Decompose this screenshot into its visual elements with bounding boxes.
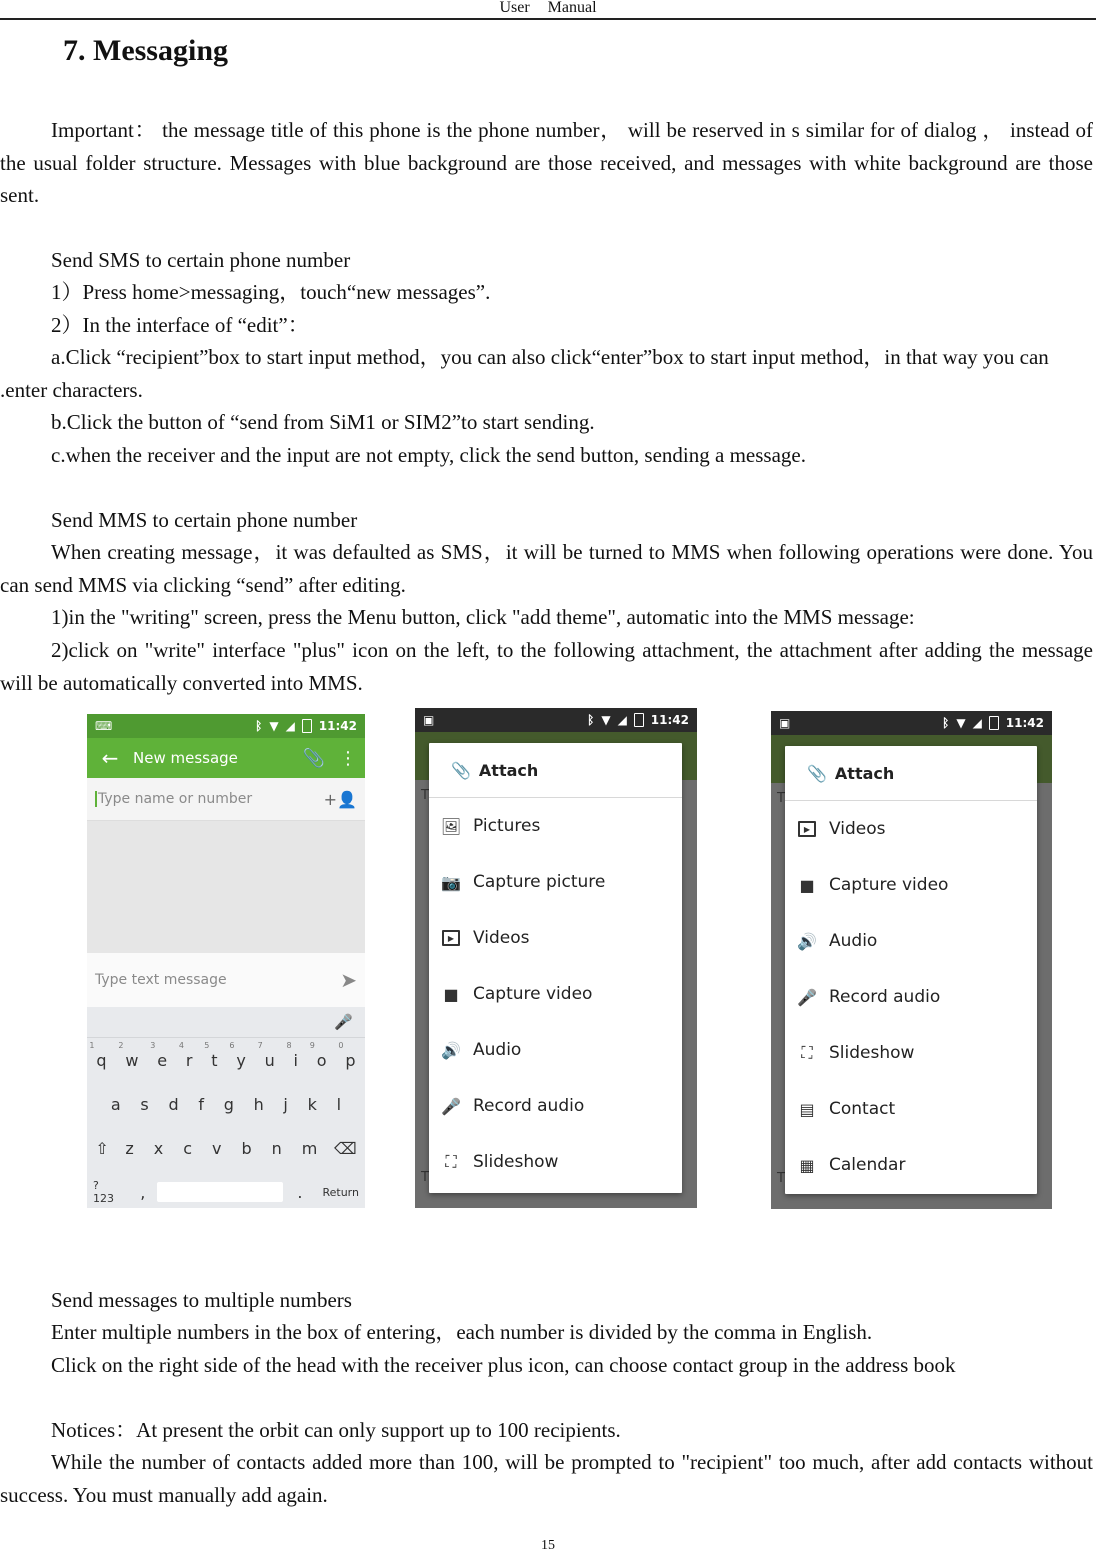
attach-menu-title: Attach — [478, 760, 539, 780]
attach-menu — [785, 746, 1037, 1194]
attach-option-label: Videos — [829, 819, 886, 839]
conversation-area — [87, 821, 365, 953]
compose-field[interactable] — [87, 953, 365, 1007]
keyboard-toolbar — [87, 1007, 365, 1038]
recipient-field[interactable] — [87, 778, 365, 821]
sms-step-b: b.Click the button of “send from SiM1 or SIM2”to start sending. — [51, 410, 595, 434]
attach-option-label: Record audio — [829, 987, 941, 1007]
key-u[interactable]: u 7 — [257, 1040, 275, 1070]
attach-option-calendar[interactable] — [785, 1137, 1037, 1193]
multi-step-1: Enter multiple numbers in the box of entering，each number is divided by the comma in English. — [51, 1320, 873, 1344]
important-paragraph: Important： the message title of this phone is the phone number， will be reserved in s similar for of dialog ， instead of the usual folder structure. Messages with blue background are those received, and messages with white background are those sent. — [0, 118, 1093, 207]
mic-icon: 🎤 — [797, 987, 817, 1007]
key-v[interactable]: v — [212, 1138, 222, 1158]
key-w[interactable]: w 2 — [118, 1040, 139, 1070]
compose-placeholder: Type text message — [95, 972, 227, 988]
mms-description: When creating message，it was defaulted as SMS，it will be turned to MMS when following operations were done. You can send MMS via clicking “send” after editing. — [0, 540, 1093, 597]
key-number-hint: 9 — [309, 1040, 315, 1050]
attach-option-contact[interactable] — [785, 1081, 1037, 1137]
key-s[interactable]: s — [140, 1094, 149, 1114]
send-icon[interactable]: ➤ — [340, 968, 357, 992]
mms-title: Send MMS to certain phone number — [51, 508, 358, 532]
key-q[interactable]: q 1 — [89, 1040, 107, 1070]
mms-step-1: 1)in the "writing" screen, press the Menu button, click "add theme", automatic into the MMS message: — [51, 605, 915, 629]
attach-option-label: Slideshow — [829, 1043, 915, 1063]
symbols-key[interactable]: ?123 — [93, 1179, 114, 1205]
sms-step-a: a.Click “recipient”box to start input method，you can also click“enter”box to start input method，in that way you can .enter characters. — [0, 345, 1049, 402]
attach-option-capture-video[interactable] — [785, 857, 1037, 913]
key-number-hint: 5 — [204, 1040, 210, 1050]
attach-option-videos[interactable] — [785, 801, 1037, 857]
dimmed-text-glyph: T — [777, 1171, 785, 1186]
key-number-hint: 1 — [89, 1040, 95, 1050]
attach-menu-items — [785, 801, 1037, 1193]
attach-option-label: Capture video — [829, 875, 949, 895]
video-icon: ▶ — [439, 927, 463, 949]
attach-option-slideshow[interactable] — [429, 1134, 682, 1190]
back-arrow-icon[interactable]: ← — [101, 746, 119, 770]
mic-icon[interactable]: 🎤 — [334, 1013, 353, 1031]
status-time: 11:42 — [318, 719, 357, 733]
attach-option-label: Pictures — [473, 816, 541, 836]
mms-step-2: 2)click on "write" interface "plus" icon on the left, to the following attachment, the attachment after adding the message will be automatically converted into MMS. — [0, 638, 1093, 695]
sms-step-c: c.when the receiver and the input are not empty, click the send button, sending a message. — [51, 443, 806, 467]
dimmed-text-glyph: T — [421, 1170, 429, 1185]
attach-option-record-audio[interactable] — [785, 969, 1037, 1025]
key-j[interactable]: j — [283, 1094, 288, 1114]
wifi-icon: ▼ — [601, 713, 611, 727]
attach-menu-header — [429, 743, 682, 798]
key-k[interactable]: k — [307, 1094, 317, 1114]
key-h[interactable]: h — [253, 1094, 264, 1114]
period-key[interactable]: . — [297, 1182, 303, 1202]
dimmed-text-glyph: T — [421, 788, 429, 803]
slideshow-icon: ⛶ — [801, 1043, 813, 1062]
attach-option-pictures[interactable] — [429, 798, 682, 854]
status-bar — [415, 708, 697, 732]
wifi-icon: ▼ — [956, 716, 966, 730]
key-r[interactable]: r 4 — [178, 1040, 193, 1070]
sms-title: Send SMS to certain phone number — [51, 248, 351, 272]
key-number-hint: 8 — [286, 1040, 292, 1050]
attach-option-capture-video[interactable] — [429, 966, 682, 1022]
notice-2: While the number of contacts added more than 100, will be prompted to "recipient" too much, after add contacts without success. You must manually add again. — [0, 1450, 1093, 1507]
keyboard-row-1 — [87, 1038, 365, 1082]
attach-icon[interactable]: 📎 — [302, 747, 326, 769]
attach-option-capture-picture[interactable] — [429, 854, 682, 910]
battery-icon — [302, 719, 312, 733]
signal-icon: ◢ — [617, 713, 627, 727]
keyboard — [87, 1007, 365, 1208]
speaker-icon: 🔊 — [797, 931, 817, 951]
speaker-icon: 🔊 — [441, 1040, 461, 1060]
key-b[interactable]: b — [241, 1138, 252, 1158]
sms-step-2: 2）In the interface of “edit”： — [51, 313, 309, 337]
signal-icon: ◢ — [972, 716, 982, 730]
attach-option-record-audio[interactable] — [429, 1078, 682, 1134]
key-l[interactable]: l — [336, 1094, 342, 1114]
attach-option-label: Audio — [829, 931, 878, 951]
key-a[interactable]: a — [110, 1094, 121, 1114]
image-notification-icon: ▣ — [423, 713, 435, 727]
notice: Notices：At present the orbit can only support up to 100 recipients. — [51, 1418, 621, 1442]
key-o[interactable]: o 9 — [309, 1040, 327, 1070]
screenshot-attach-menu-1 — [415, 708, 697, 1208]
multi-title: Send messages to multiple numbers — [51, 1288, 352, 1312]
backspace-key-icon[interactable]: ⌫ — [334, 1138, 357, 1158]
battery-icon — [634, 713, 644, 727]
return-key[interactable]: Return — [322, 1185, 359, 1199]
status-bar — [87, 714, 365, 738]
camera-icon: 📷 — [441, 872, 461, 892]
slideshow-icon: ⛶ — [445, 1152, 457, 1171]
key-number-hint: 4 — [178, 1040, 184, 1050]
mic-icon: 🎤 — [441, 1096, 461, 1116]
attach-option-audio[interactable] — [785, 913, 1037, 969]
key-t[interactable]: t 5 — [204, 1040, 218, 1070]
key-number-hint: 7 — [257, 1040, 263, 1050]
paperclip-icon: 📎 — [451, 760, 471, 780]
attach-menu — [429, 743, 682, 1193]
overflow-menu-icon[interactable]: ⋮ — [339, 747, 357, 769]
attach-option-audio[interactable] — [429, 1022, 682, 1078]
page-header — [0, 0, 1096, 20]
key-d[interactable]: d — [168, 1094, 179, 1114]
key-n[interactable]: n — [271, 1138, 282, 1158]
paperclip-icon: 📎 — [807, 763, 827, 783]
key-e[interactable]: e 3 — [150, 1040, 168, 1070]
key-i[interactable]: i 8 — [286, 1040, 298, 1070]
key-c[interactable]: c — [183, 1138, 193, 1158]
attach-option-slideshow[interactable] — [785, 1025, 1037, 1081]
header-text: User Manual — [499, 0, 597, 16]
recipient-placeholder: Type name or number — [98, 791, 253, 807]
sms-step-1: 1）Press home>messaging，touch“new messages”. — [51, 280, 491, 304]
attach-option-label: Contact — [829, 1099, 896, 1119]
app-bar-title: New message — [133, 749, 238, 767]
attach-menu-header — [785, 746, 1037, 801]
text-cursor — [95, 791, 97, 807]
attach-menu-items — [429, 798, 682, 1190]
key-f[interactable]: f — [198, 1094, 204, 1114]
key-g[interactable]: g — [223, 1094, 234, 1114]
battery-icon — [989, 716, 999, 730]
image-notification-icon: ▣ — [779, 716, 791, 730]
screenshot-attach-menu-2 — [771, 711, 1052, 1209]
attach-menu-title: Attach — [834, 763, 895, 783]
video-icon: ▶ — [795, 818, 819, 840]
dimmed-text-glyph: T — [777, 791, 785, 806]
screenshot-new-message — [87, 714, 365, 1208]
wifi-icon: ▼ — [269, 719, 279, 733]
bluetooth-icon: ᛒ — [942, 716, 950, 730]
key-y[interactable]: y 6 — [229, 1040, 246, 1070]
status-time: 11:42 — [1005, 716, 1044, 730]
attach-option-label: Capture video — [473, 984, 593, 1004]
attach-option-label: Capture picture — [473, 872, 606, 892]
multi-step-2: Click on the right side of the head with the receiver plus icon, can choose contact group in the address book — [51, 1353, 956, 1377]
key-p[interactable]: p 0 — [338, 1040, 356, 1070]
keyboard-icon: ⌨ — [95, 719, 113, 733]
app-bar — [87, 738, 365, 778]
attach-option-label: Videos — [473, 928, 530, 948]
videocam-icon: ■ — [799, 875, 815, 895]
bluetooth-icon: ᛒ — [587, 713, 595, 727]
key-number-hint: 0 — [338, 1040, 344, 1050]
keyboard-row-3 — [87, 1126, 365, 1170]
key-x[interactable]: x — [153, 1138, 164, 1158]
signal-icon: ◢ — [285, 719, 295, 733]
attach-option-label: Audio — [473, 1040, 522, 1060]
calendar-icon: ▦ — [799, 1155, 815, 1175]
contact-icon: ▤ — [799, 1099, 815, 1119]
add-contact-icon[interactable]: +👤 — [323, 789, 357, 809]
status-time: 11:42 — [650, 713, 689, 727]
keyboard-row-4 — [87, 1170, 365, 1208]
key-m[interactable]: m — [301, 1138, 318, 1158]
key-z[interactable]: z — [125, 1138, 134, 1158]
attach-option-label: Slideshow — [473, 1152, 559, 1172]
section-title: 7. Messaging — [63, 34, 228, 67]
attach-option-videos[interactable] — [429, 910, 682, 966]
comma-key[interactable]: , — [140, 1182, 146, 1202]
key-number-hint: 3 — [150, 1040, 156, 1050]
key-number-hint: 2 — [118, 1040, 124, 1050]
key-number-hint: 6 — [229, 1040, 235, 1050]
letter-keys-row-3 — [125, 1139, 317, 1158]
keyboard-row-2 — [87, 1082, 365, 1126]
shift-key-icon[interactable]: ⇧ — [95, 1138, 109, 1158]
space-key[interactable] — [157, 1182, 283, 1202]
image-icon: 🖼 — [440, 816, 462, 836]
bluetooth-icon: ᛒ — [255, 719, 263, 733]
page-number: 15 — [541, 1538, 555, 1553]
attach-option-label: Calendar — [829, 1155, 906, 1175]
videocam-icon: ■ — [443, 984, 459, 1004]
status-bar — [771, 711, 1052, 735]
attach-option-label: Record audio — [473, 1096, 585, 1116]
